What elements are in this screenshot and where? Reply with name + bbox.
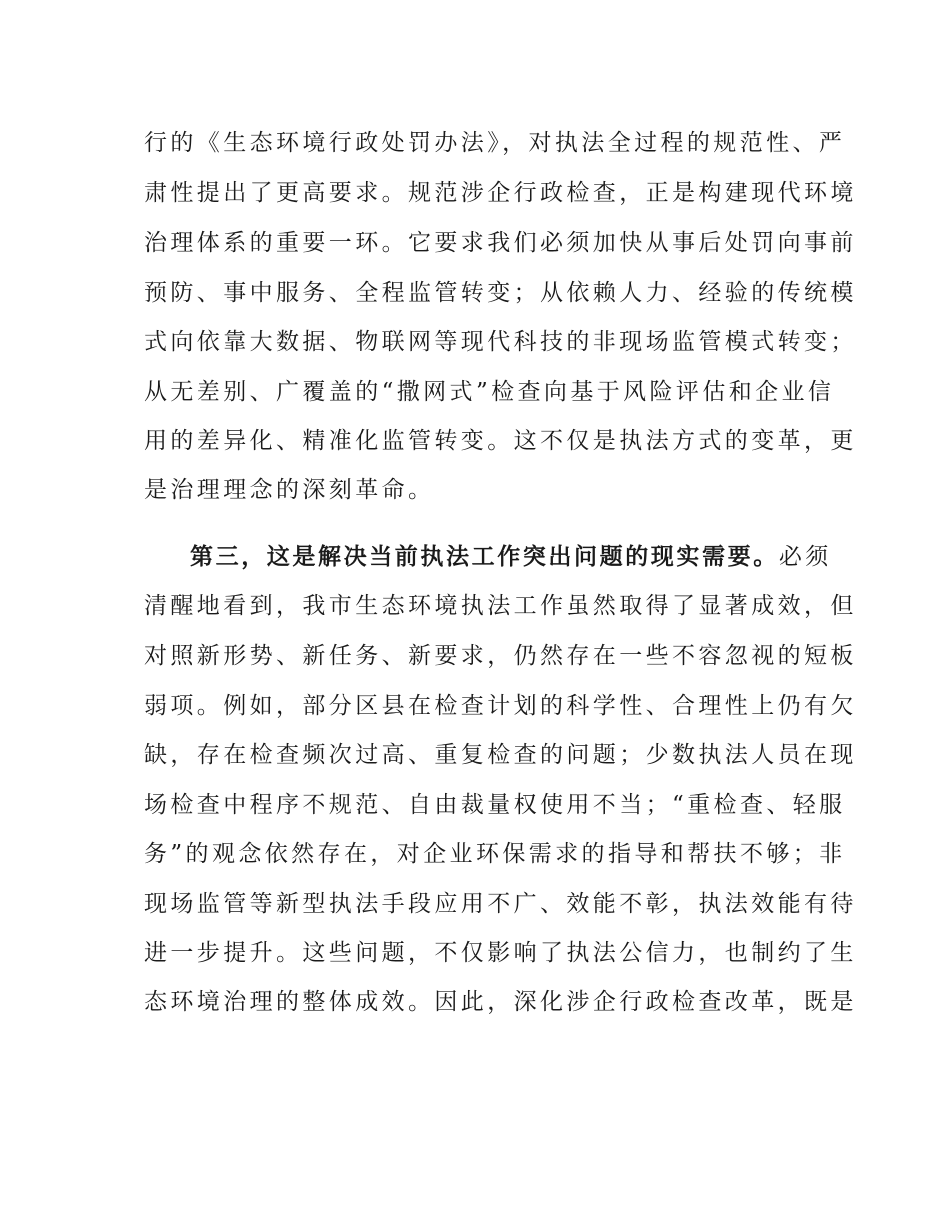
- paragraph-2-line-6: 场检查中程序不规范、自由裁量权使用不当；“重检查、轻服: [144, 792, 846, 818]
- paragraph-1-line-1: 行的《生态环境行政处罚办法》，对执法全过程的规范性、严: [144, 130, 846, 156]
- paragraph-1-line-7: 用的差异化、精准化监管转变。这不仅是执法方式的变革，更: [144, 428, 857, 454]
- paragraph-2-heading: 第三，这是解决当前执法工作突出问题的现实需要。: [190, 544, 779, 570]
- paragraph-2-line-8: 现场监管等新型执法手段应用不广、效能不彰，执法效能有待: [144, 891, 857, 917]
- paragraph-1-line-4: 预防、事中服务、全程监管转变；从依赖人力、经验的传统模: [144, 280, 857, 306]
- paragraph-1-line-5: 式向依靠大数据、物联网等现代科技的非现场监管模式转变；: [144, 329, 857, 355]
- paragraph-2-line-7: 务”的观念依然存在，对企业环保需求的指导和帮扶不够；非: [144, 841, 846, 867]
- paragraph-1-line-8: 是治理理念的深刻革命。: [144, 477, 435, 503]
- paragraph-2-line-5: 缺，存在检查频次过高、重复检查的问题；少数执法人员在现: [144, 742, 857, 768]
- paragraph-2-line-10: 态环境治理的整体成效。因此，深化涉企行政检查改革，既是: [144, 989, 857, 1015]
- paragraph-1-line-3: 治理体系的重要一环。它要求我们必须加快从事后处罚向事前: [144, 230, 857, 256]
- paragraph-2-line-4: 弱项。例如，部分区县在检查计划的科学性、合理性上仍有欠: [144, 693, 857, 719]
- paragraph-1-line-2: 肃性提出了更高要求。规范涉企行政检查，正是构建现代环境: [144, 180, 857, 206]
- paragraph-2-line-2: 清醒地看到，我市生态环境执法工作虽然取得了显著成效，但: [144, 593, 857, 619]
- paragraph-1-line-6: 从无差别、广覆盖的“撒网式”检查向基于风险评估和企业信: [144, 379, 835, 405]
- paragraph-2-first-line-rest: 必须: [778, 544, 832, 570]
- paragraph-2-line-3: 对照新形势、新任务、新要求，仍然存在一些不容忽视的短板: [144, 643, 857, 669]
- paragraph-2-line-1: [190, 537, 832, 577]
- paragraph-2-line-9: 进一步提升。这些问题，不仅影响了执法公信力，也制约了生: [144, 940, 857, 966]
